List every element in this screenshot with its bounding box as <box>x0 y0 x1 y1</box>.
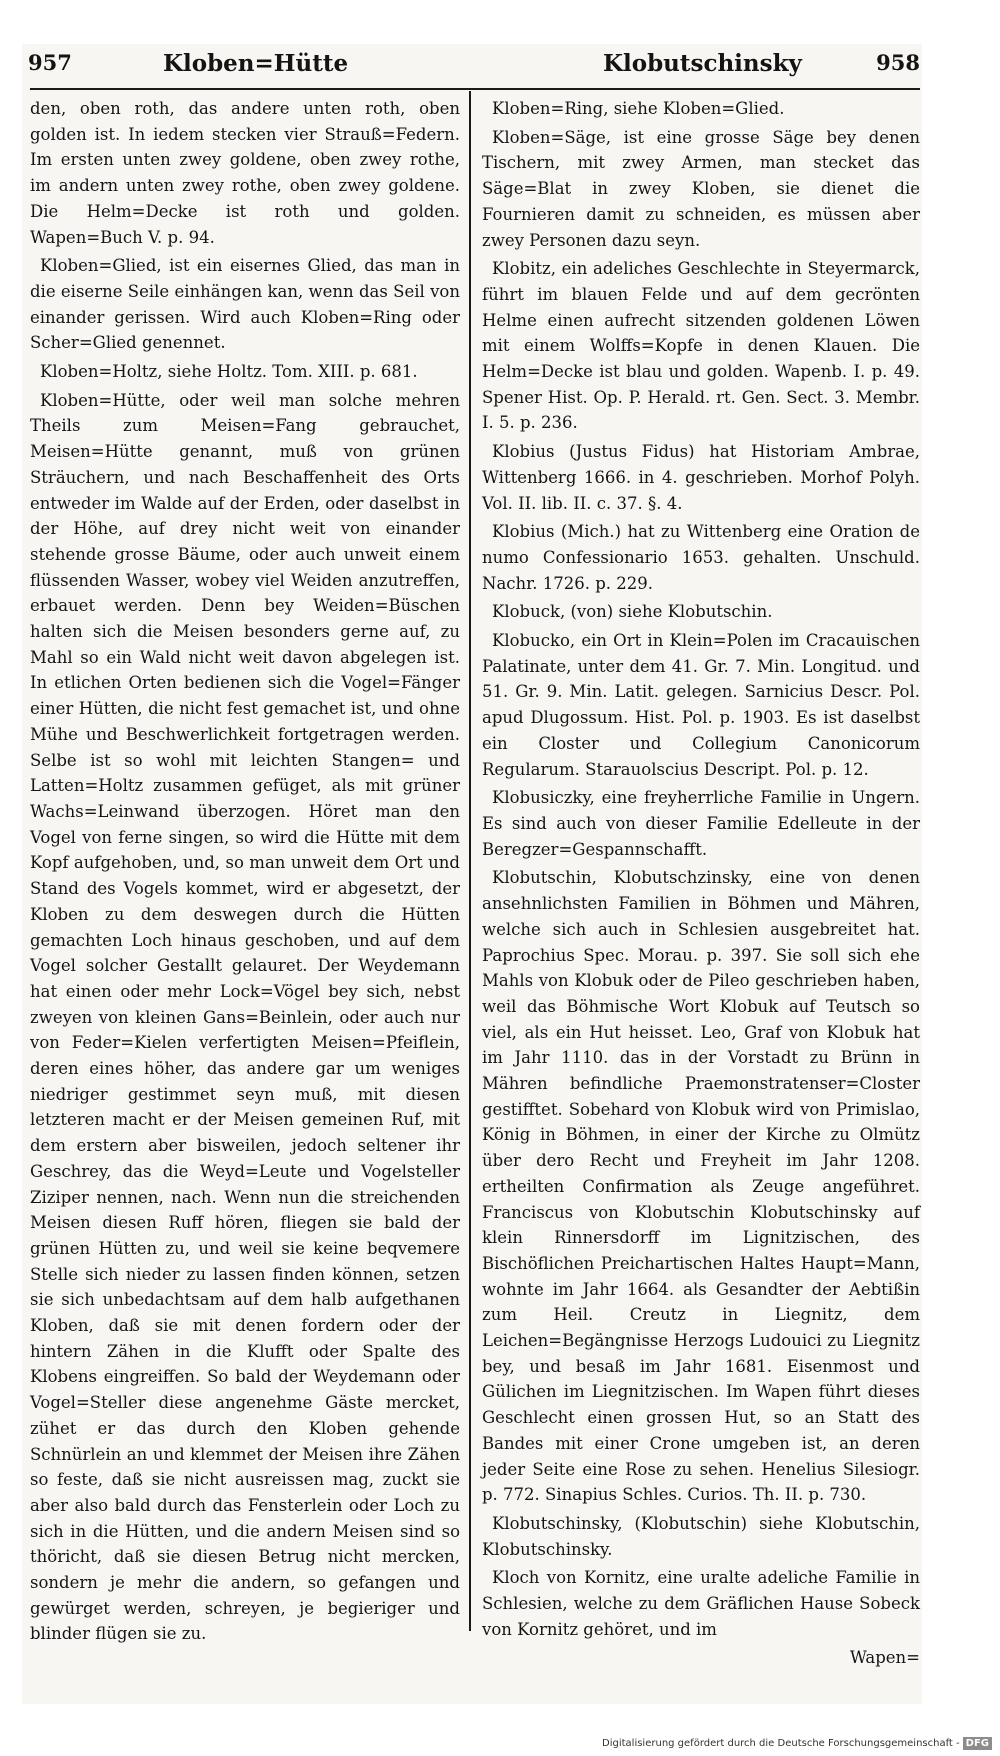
footer-text: Digitalisierung gefördert durch die Deutsche Forschungsgemeinschaft - <box>602 1738 960 1749</box>
column-divider <box>469 91 471 1631</box>
entry-paragraph: Klobusiczky, eine freyherrliche Familie in Ungern. Es sind auch von dieser Familie Edelleute in der Beregzer=Gespannschafft. <box>482 788 920 859</box>
entry-paragraph: den, oben roth, das andere unten roth, oben golden ist. In iedem stecken vier Strauß=Federn. Im ersten unten zwey goldene, oben zwey rothe, im andern unten zwey rothe, oben zwey goldene. Die Helm=Decke ist roth und golden. Wapen=Buch V. p. 94. <box>30 99 460 247</box>
entry-paragraph: Kloben=Glied, ist ein eisernes Glied, das man in die eiserne Seile einhängen kan, wenn das Seil von einander gerissen. Wird auch Kloben=Ring oder Scher=Glied genennet. <box>30 256 460 353</box>
entry-paragraph: Kloben=Säge, ist eine grosse Säge bey denen Tischern, mit zwey Armen, man stecket das Säge=Blat in zwey Kloben, sie dienet die Fournieren damit zu schneiden, es müssen aber zwey Personen dazu seyn. <box>482 127 920 250</box>
entry-paragraph: Kloben=Holtz, siehe Holtz. Tom. XIII. p. 681. <box>40 362 418 382</box>
running-title-right: Klobutschinsky <box>603 50 802 77</box>
entry-paragraph: Kloben=Ring, siehe Kloben=Glied. <box>492 99 785 118</box>
left-column <box>30 96 460 1650</box>
entry-paragraph: Klobucko, ein Ort in Klein=Polen im Cracauischen Palatinate, unter dem 41. Gr. 7. Min. Longitud. und 51. Gr. 9. Min. Latit. gelegen. Sarnicius Descr. Pol. apud Dlugossum. Hist. Pol. p. 1903. Es ist daselbst ein Closter und Collegium Canonicorum Regularum. Starauolscius Descript. Pol. p. 12. <box>482 631 920 779</box>
catchword: Wapen= <box>849 1648 920 1668</box>
entry-paragraph: Klobius (Justus Fidus) hat Historiam Ambrae, Wittenberg 1666. in 4. geschrieben. Morhof Polyh. Vol. II. lib. II. c. 37. §. 4. <box>482 442 920 513</box>
header-rule <box>30 88 920 90</box>
right-column <box>482 96 920 1674</box>
entry-paragraph: Klobuck, (von) siehe Klobutschin. <box>492 602 773 622</box>
entry-paragraph: Klobutschinsky, (Klobutschin) siehe Klobutschin, Klobutschinsky. <box>482 1513 920 1559</box>
page-number-left: 957 <box>28 50 72 75</box>
entry-paragraph: Kloben=Hütte, oder weil man solche mehren Theils zum Meisen=Fang gebrauchet, Meisen=Hütte genannt, muß von grünen Sträuchern, und nach Beschaffenheit des Orts entweder im Walde auf der Erden, oder daselbst in der Höhe, auf drey nicht weit von einander stehende grosse Bäume, oder auch unweit einem flüssenden Wasser, wobey viel Weiden anzutreffen, erbauet werden. Denn bey Weiden=Büschen halten sich die Meisen besonders gerne auf, zu Mahl so ein Wald nicht weit davon abgelegen ist. In etlichen Orten bedienen sich die Vogel=Fänger einer Hütten, die nicht fest gemachet ist, und ohne Mühe und Beschwerlichkeit fortgetragen werden. Selbe ist so wohl mit leichten Stangen= und Latten=Holtz zusammen gefüget, als mit grüner Wachs=Leinwand überzogen. Höret man den Vogel von ferne singen, so wird die Hütte mit dem Kopf aufgehoben, und, so man unweit dem Ort und Stand des Vogels kommet, wird er abgesetzt, der Kloben zu dem deswegen durch die Hütten gemachten Loch hinaus geschoben, und auf dem Vogel solcher Gestallt gelauret. Der Weydemann hat einen oder mehr Lock=Vögel bey sich, nebst zweyen von kleinen Gans=Beinlein, oder auch nur von Feder=Kielen verfertigten Meisen=Pfeiflein, deren eines höher, das andere gar um weniges niedriger gestimmet seyn muß, mit diesen letzteren macht er der Meisen gemeinen Ruf, mit dem erstern aber bisweilen, jedoch seltener ihr Geschrey, das die Weyd=Leute und Vogelsteller Ziziper nennen, nach. Wenn nun die streichenden Meisen diesen Ruff hören, fliegen sie bald der grünen Hütten zu, und weil sie keine beqvemere Stelle sich nieder zu lassen finden können, setzen sie sich unbedachtsam auf dem halb aufgethanen Kloben, daß sie mit denen fordern oder der hintern Zähen in die Klufft oder Spalte des Klobens eingreiffen. So bald der Weydemann oder Vogel=Steller diese angenehme Gäste mercket, zühet er das durch den Kloben gehende Schnürlein an und klemmet der Meisen ihre Zähen so feste, daß sie nicht ausreissen mag, zuckt sie aber also bald durch das Fensterlein oder Loch zu sich in die Hütten, und die andern Meisen sind so thöricht, daß sie diesen Betrug nicht mercken, sondern je mehr die andern, so gefangen und gewürget werden, schreyen, je begieriger und blinder flügen sie zu. <box>30 390 460 1644</box>
entry-paragraph: Klobius (Mich.) hat zu Wittenberg eine Oration de numo Confessionario 1653. gehalten. Unschuld. Nachr. 1726. p. 229. <box>482 522 920 593</box>
entry-paragraph: Kloch von Kornitz, eine uralte adeliche Familie in Schlesien, welche zu dem Gräflichen Hause Sobeck von Kornitz gehöret, und im <box>482 1568 920 1639</box>
entry-paragraph: Klobutschin, Klobutschzinsky, eine von denen ansehnlichsten Familien in Böhmen und Mähren, welche sich auch in Schlesien ausgebreitet hat. Paprochius Spec. Morau. p. 397. Sie soll sich ehe Mahls von Klobuk oder de Pileo geschrieben haben, weil das Böhmische Wort Klobuk auf Teutsch so viel, als ein Hut heisset. Leo, Graf von Klobuk hat im Jahr 1110. das in der Vorstadt zu Brünn in Mähren befindliche Praemonstratenser=Closter gestifftet. Sobehard von Klobuk wird von Primislao, König in Böhmen, in einer der Kirche zu Olmütz über dero Recht und Freyheit im Jahr 1208. ertheilten Confirmation als Zeuge angeführet. Franciscus von Klobutschin Klobutschinsky auf klein Rinnersdorff im Lignitzischen, des Bischöflichen Preichartischen Haltes Haupt=Mann, wohnte im Jahr 1664. als Gesandter der Aebtißin zum Heil. Creutz in Liegnitz, dem Leichen=Begängnisse Herzogs Ludouici zu Liegnitz bey, und besaß im Jahr 1681. Eisenmost und Gülichen im Liegnitzischen. Im Wapen führt dieses Geschlecht einen grossen Hut, so an Statt des Bandes mit einer Crone umgeben ist, an deren jeder Seite eine Rose zu sehen. Henelius Silesiogr. p. 772. Sinapius Schles. Curios. Th. II. p. 730. <box>482 868 920 1505</box>
digitization-footer <box>602 1737 992 1750</box>
dfg-logo-badge: DFG <box>963 1737 992 1750</box>
running-title-left: Kloben=Hütte <box>163 50 349 77</box>
page-number-right: 958 <box>876 50 920 75</box>
page-header <box>28 50 920 90</box>
entry-paragraph: Klobitz, ein adeliches Geschlechte in Steyermarck, führt im blauen Felde und auf dem gecrönten Helme einen aufrecht sitzenden goldenen Löwen mit einem Wolffs=Kopfe in denen Klauen. Die Helm=Decke ist blau und golden. Wapenb. I. p. 49. Spener Hist. Op. P. Herald. rt. Gen. Sect. 3. Membr. I. 5. p. 236. <box>482 259 920 433</box>
